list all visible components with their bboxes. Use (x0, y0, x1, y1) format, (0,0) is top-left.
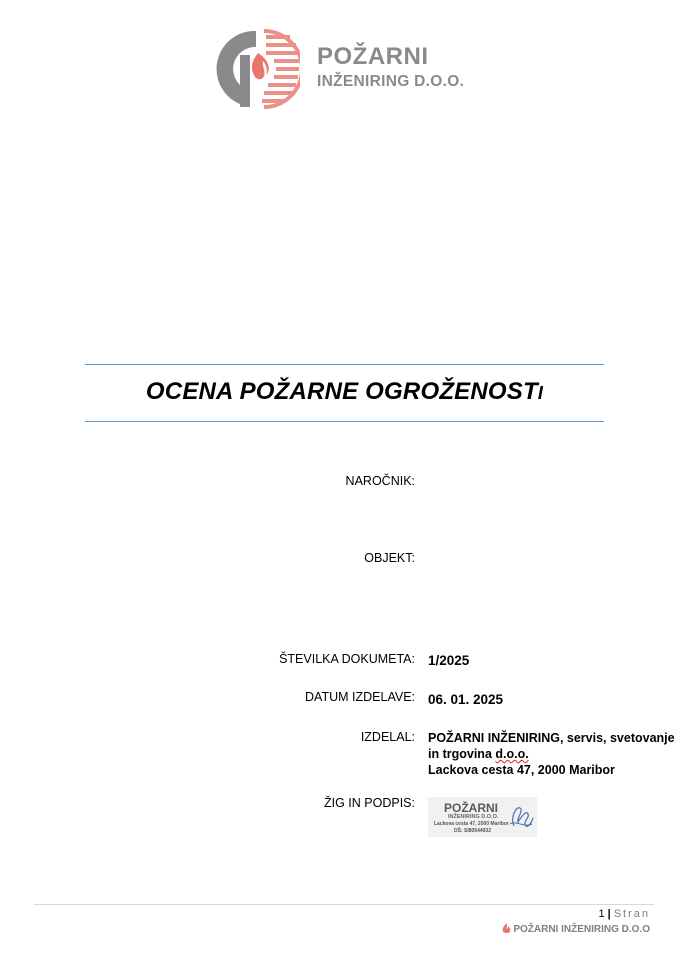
datum-label: DATUM IZDELAVE: (305, 690, 415, 704)
flame-icon (502, 923, 511, 934)
logo-wordmark (317, 45, 464, 90)
logo-line2: INŽENIRING D.O.O. (317, 73, 465, 90)
datum-value: 06. 01. 2025 (428, 692, 504, 707)
title-rule-top (85, 364, 604, 365)
izdelal-line2-b: d.o.o. (495, 747, 529, 761)
page-number-value: 1 (598, 908, 605, 920)
izdelal-line3: Lackova cesta 47, 2000 Maribor (428, 763, 615, 777)
izdelal-line2 (428, 746, 675, 762)
footer-brand (502, 923, 650, 935)
izdelal-line2-a: in trgovina (428, 747, 496, 761)
objekt-label: OBJEKT: (364, 551, 415, 565)
document-title-main: OCENA POŽARNE OGROŽENOST (145, 378, 538, 405)
title-rule-bottom (85, 421, 604, 422)
signature-icon (506, 800, 536, 832)
company-logo (216, 27, 478, 111)
logo-line1: POŽARNI (317, 43, 429, 70)
stevilka-label: ŠTEVILKA DOKUMETA: (279, 652, 415, 666)
document-title (85, 378, 604, 406)
izdelal-label: IZDELAL: (360, 730, 415, 744)
stamp-line2: INŽENIRING D.O.O. (448, 814, 499, 820)
footer-rule (34, 904, 654, 905)
logo-mark-icon (216, 27, 300, 111)
stamp-line1: POŽARNI (444, 801, 498, 815)
izdelal-value (428, 730, 675, 778)
izdelal-line1: POŽARNI INŽENIRING, servis, svetovanje (428, 731, 675, 745)
stamp-signature (428, 797, 537, 837)
document-title-tail: I (537, 383, 544, 403)
page-separator: | (607, 908, 611, 920)
page-number (599, 908, 651, 920)
zig-label: ŽIG IN PODPIS: (324, 796, 415, 810)
narocnik-label: NAROČNIK: (345, 474, 415, 488)
stamp-line3: Lackova cesta 47, 2000 Maribor (434, 821, 509, 827)
stamp-line4: DŠ: SI80544932 (454, 828, 491, 834)
footer-brand-text: POŽARNI INŽENIRING D.O.O (513, 924, 650, 935)
stevilka-value: 1/2025 (428, 653, 470, 668)
page-word: Stran (613, 908, 650, 920)
